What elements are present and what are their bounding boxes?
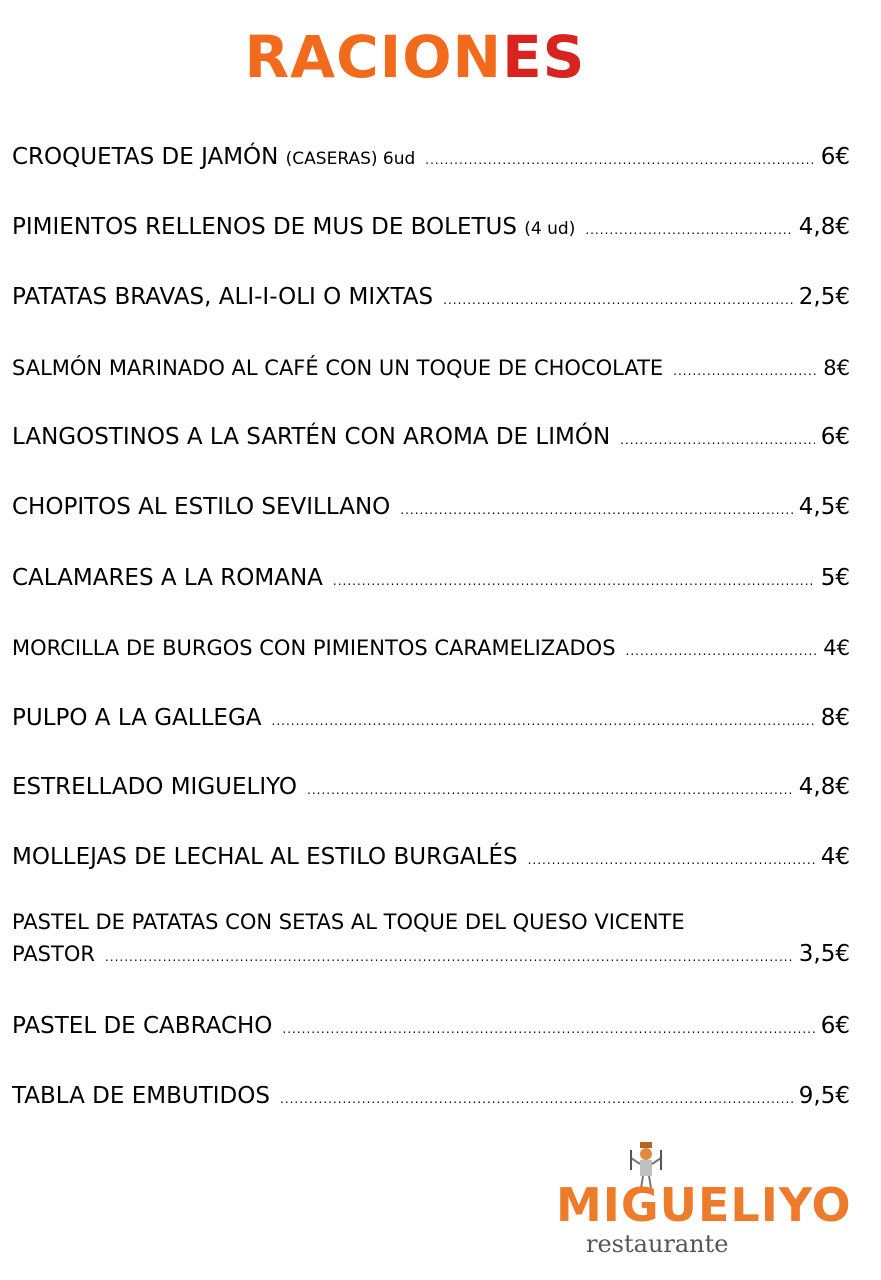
item-name: PATATAS BRAVAS, ALI-I-OLI O MIXTAS bbox=[12, 284, 434, 310]
item-price: 5€ bbox=[820, 565, 850, 591]
item-price: 4€ bbox=[823, 636, 850, 660]
item-price: 4,5€ bbox=[798, 494, 850, 520]
logo-subtitle: restaurante bbox=[586, 1230, 729, 1258]
menu-item bbox=[12, 492, 850, 525]
dot-leader bbox=[333, 566, 815, 596]
item-price: 8€ bbox=[820, 705, 850, 731]
item-name: TABLA DE EMBUTIDOS bbox=[12, 1083, 270, 1109]
menu-item bbox=[12, 1011, 850, 1044]
menu-item bbox=[12, 842, 850, 875]
item-name: CHOPITOS AL ESTILO SEVILLANO bbox=[12, 494, 391, 520]
menu-item bbox=[12, 422, 850, 455]
item-name: PASTEL DE PATATAS CON SETAS AL TOQUE DEL QUESO VICENTE bbox=[12, 910, 685, 934]
item-price: 6€ bbox=[820, 424, 850, 450]
item-price: 4,8€ bbox=[798, 774, 850, 800]
item-name: PASTEL DE CABRACHO bbox=[12, 1013, 273, 1039]
item-name: MORCILLA DE BURGOS CON PIMIENTOS CARAMELIZADOS bbox=[12, 636, 616, 660]
item-price: 8€ bbox=[823, 356, 850, 380]
menu-item bbox=[12, 282, 850, 315]
item-name: CROQUETAS DE JAMÓN (CASERAS) 6ud bbox=[12, 144, 416, 170]
dot-leader bbox=[528, 845, 815, 875]
item-name-continued: PASTOR bbox=[12, 942, 95, 966]
dot-leader bbox=[282, 1014, 814, 1044]
dot-leader bbox=[400, 495, 793, 525]
dot-leader bbox=[307, 775, 793, 805]
dot-leader bbox=[443, 285, 793, 315]
menu-item bbox=[12, 703, 850, 736]
item-price: 4€ bbox=[820, 844, 850, 870]
menu-item bbox=[12, 142, 850, 175]
dot-leader bbox=[425, 145, 814, 175]
item-price: 3,5€ bbox=[798, 941, 850, 967]
item-name: PIMIENTOS RELLENOS DE MUS DE BOLETUS (4 ud) bbox=[12, 214, 576, 240]
item-price: 6€ bbox=[820, 144, 850, 170]
restaurant-logo bbox=[548, 1140, 852, 1265]
item-name: SALMÓN MARINADO AL CAFÉ CON UN TOQUE DE CHOCOLATE bbox=[12, 356, 664, 380]
menu-item bbox=[12, 1081, 850, 1114]
item-name: PULPO A LA GALLEGA bbox=[12, 705, 262, 731]
item-price: 9,5€ bbox=[798, 1083, 850, 1109]
menu-item bbox=[12, 633, 850, 666]
menu-item bbox=[12, 353, 850, 386]
page-title bbox=[0, 22, 830, 92]
menu-item bbox=[12, 212, 850, 245]
item-price: 6€ bbox=[820, 1013, 850, 1039]
item-name: LANGOSTINOS A LA SARTÉN CON AROMA DE LIMÓN bbox=[12, 424, 611, 450]
item-note: (4 ud) bbox=[524, 219, 576, 239]
item-price: 2,5€ bbox=[798, 284, 850, 310]
title-part-red: ES bbox=[502, 23, 586, 91]
item-name: MOLLEJAS DE LECHAL AL ESTILO BURGALÉS bbox=[12, 844, 518, 870]
menu-item bbox=[12, 563, 850, 596]
dot-leader bbox=[673, 356, 817, 386]
dot-leader bbox=[620, 425, 815, 455]
dot-leader bbox=[585, 215, 792, 245]
menu-item bbox=[12, 906, 850, 972]
item-name: CALAMARES A LA ROMANA bbox=[12, 565, 323, 591]
dot-leader bbox=[272, 706, 815, 736]
dot-leader bbox=[280, 1084, 793, 1114]
item-note: (CASERAS) 6ud bbox=[285, 149, 416, 169]
item-price: 4,8€ bbox=[798, 214, 850, 240]
dot-leader bbox=[626, 636, 818, 666]
menu-item bbox=[12, 772, 850, 805]
item-name: ESTRELLADO MIGUELIYO bbox=[12, 774, 298, 800]
title-part-orange: RACION bbox=[244, 23, 503, 91]
logo-brand: MIGUELIYO bbox=[556, 1178, 852, 1232]
dot-leader bbox=[105, 941, 793, 973]
